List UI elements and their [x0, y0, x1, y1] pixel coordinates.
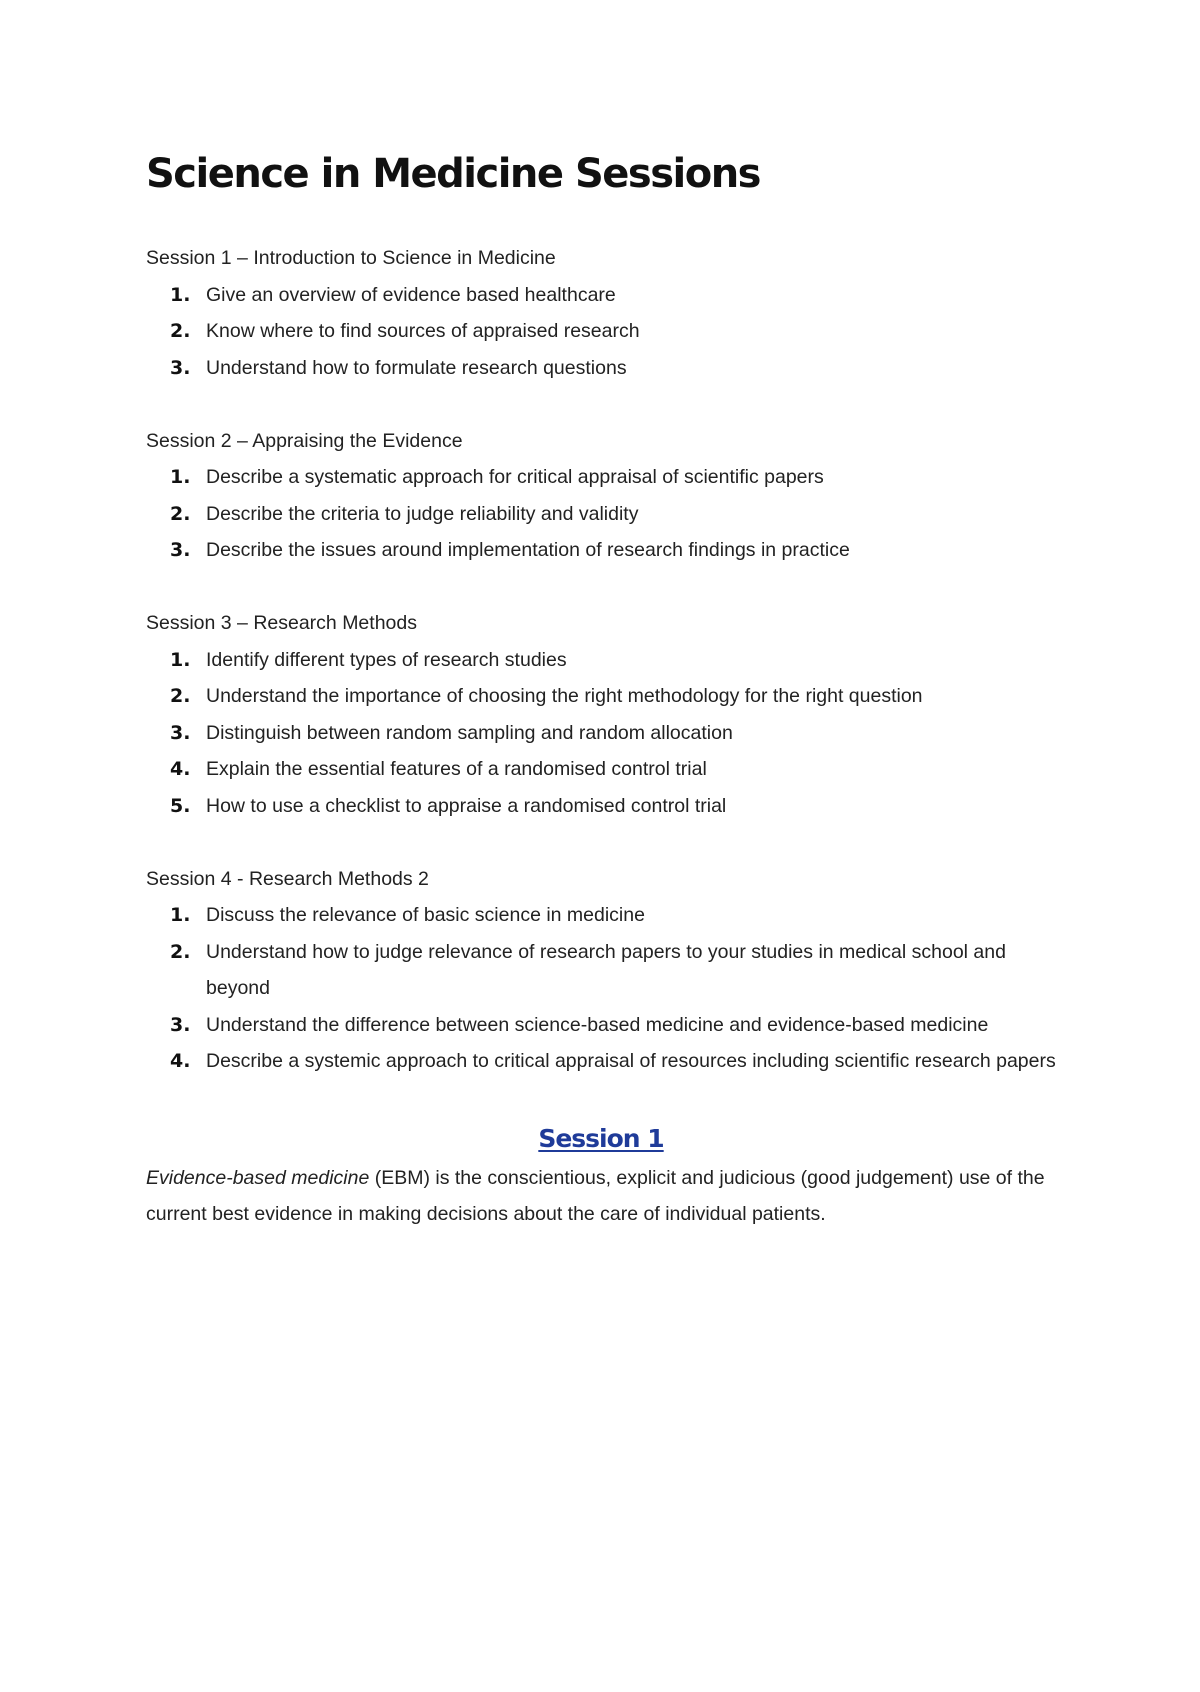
objective-item — [146, 350, 1056, 387]
objective-text: Distinguish between random sampling and random allocation — [206, 721, 733, 744]
definition-text: (EBM) is the conscientious, explicit and judicious (good judgement) use of the current best evidence in making decisions about the care of individual patients. — [146, 1166, 1045, 1225]
objective-text: Explain the essential features of a randomised control trial — [206, 758, 707, 780]
session-block — [146, 605, 1056, 824]
objective-number: 4. — [170, 1050, 191, 1072]
objective-item — [146, 532, 1056, 569]
objective-number: 1. — [170, 648, 191, 671]
objective-text: Understand how to formulate research questions — [206, 356, 627, 379]
objective-item — [146, 788, 1056, 825]
objective-number: 2. — [170, 940, 191, 963]
objective-text: Give an overview of evidence based healthcare — [206, 283, 616, 306]
objectives-list — [146, 897, 1056, 1080]
objective-text: Describe a systemic approach to critical appraisal of resources including scientific research papers — [206, 1050, 1056, 1072]
objective-item — [146, 496, 1056, 533]
objective-text: Understand how to judge relevance of research papers to your studies in medical school and beyond — [206, 940, 1006, 999]
objective-text: Identify different types of research studies — [206, 648, 567, 671]
objective-item — [146, 897, 1056, 934]
session-heading: Session 1 – Introduction to Science in Medicine — [146, 247, 556, 269]
objective-item — [146, 678, 1056, 715]
objective-number: 1. — [170, 283, 191, 306]
objective-number: 1. — [170, 466, 191, 488]
title-spacer — [146, 198, 1056, 240]
objective-text: How to use a checklist to appraise a randomised control trial — [206, 794, 727, 817]
objective-item — [146, 277, 1056, 314]
objective-text: Describe a systematic approach for critical appraisal of scientific papers — [206, 466, 824, 488]
objective-number: 2. — [170, 502, 191, 525]
objective-number: 2. — [170, 685, 191, 707]
section-heading — [146, 1118, 1056, 1160]
objective-number: 4. — [170, 758, 191, 780]
objective-item — [146, 751, 1056, 788]
objective-text: Describe the issues around implementation of research findings in practice — [206, 539, 850, 561]
objective-text: Know where to find sources of appraised research — [206, 320, 640, 342]
objective-item — [146, 1043, 1056, 1080]
objective-text: Understand the importance of choosing the right methodology for the right question — [206, 685, 923, 707]
session-heading: Session 3 – Research Methods — [146, 612, 417, 634]
objective-item — [146, 642, 1056, 679]
objective-item — [146, 313, 1056, 350]
session-heading: Session 4 - Research Methods 2 — [146, 867, 429, 890]
definition-term: Evidence-based medicine — [146, 1166, 370, 1189]
objectives-list — [146, 459, 1056, 569]
objective-text: Understand the difference between science-based medicine and evidence-based medicine — [206, 1013, 989, 1036]
objective-item — [146, 715, 1056, 752]
objective-number: 1. — [170, 904, 191, 926]
objective-number: 5. — [170, 794, 191, 817]
document-title: Science in Medicine Sessions — [146, 151, 760, 197]
section-heading-text: Session 1 — [538, 1123, 664, 1153]
session-block — [146, 423, 1056, 569]
objective-number: 3. — [170, 721, 191, 744]
objectives-list — [146, 277, 1056, 387]
objective-item — [146, 934, 1056, 1007]
session-block — [146, 861, 1056, 1080]
objective-text: Discuss the relevance of basic science in medicine — [206, 904, 645, 926]
document-page — [146, 150, 1056, 1233]
objectives-list — [146, 642, 1056, 825]
objective-number: 3. — [170, 356, 191, 379]
session-block — [146, 240, 1056, 386]
session-heading: Session 2 – Appraising the Evidence — [146, 429, 463, 452]
objective-item — [146, 1007, 1056, 1044]
sessions-list — [146, 240, 1056, 1080]
objective-text: Describe the criteria to judge reliability and validity — [206, 502, 639, 525]
objective-number: 3. — [170, 1013, 191, 1036]
objective-number: 2. — [170, 320, 191, 342]
objective-number: 3. — [170, 539, 191, 561]
definition-paragraph — [146, 1160, 1056, 1233]
objective-item — [146, 459, 1056, 496]
